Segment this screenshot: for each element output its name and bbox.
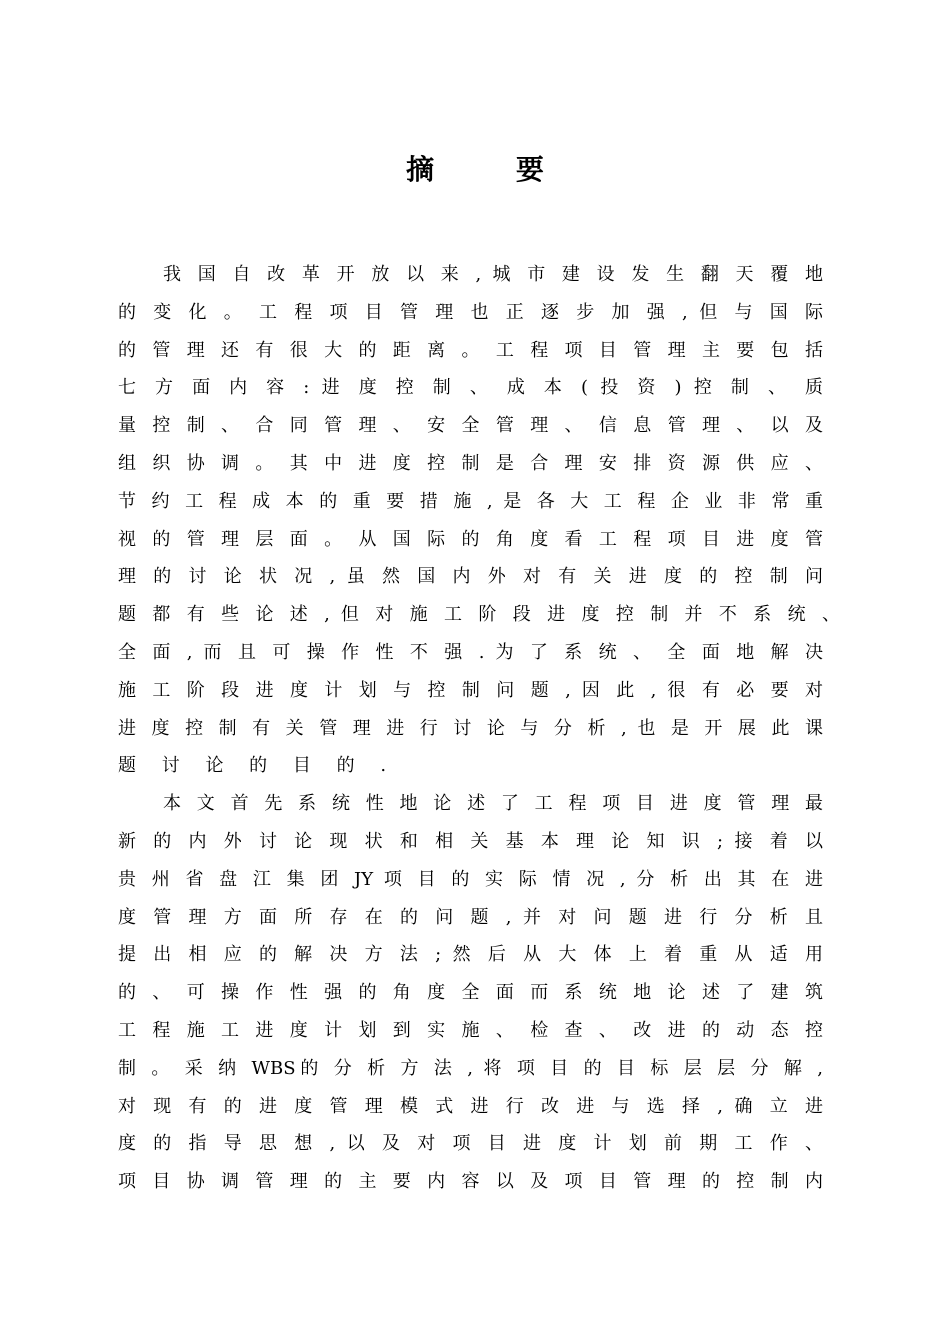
text-line: 我 国 自 改 革 开 放 以 来 , 城 市 建 设 发 生 翻 天 覆 地 [163,264,823,285]
text-line: 理 的 讨 论 状 况 , 虽 然 国 内 外 对 有 关 进 度 的 控 制 问 [118,566,823,588]
text-line: 新 的 内 外 讨 论 现 状 和 相 关 基 本 理 论 知 识 ; 接 着 以 [118,830,823,852]
abstract-body [118,256,840,1201]
text-line: 七 方 面 内 容 : 进 度 控 制 、 成 本 ( 投 资 ) 控 制 、 质 [118,377,823,399]
text-line: 全 面 , 而 且 可 操 作 性 不 强 . 为 了 系 统 、 全 面 地 解 决 [118,641,823,663]
text-line: 提 出 相 应 的 解 决 方 法 ; 然 后 从 大 体 上 着 重 从 适 用 [118,944,823,966]
text-line: 的 变 化 。 工 程 项 目 管 理 也 正 逐 步 加 强 , 但 与 国 际 [118,301,823,323]
text-line: 节 约 工 程 成 本 的 重 要 措 施 , 是 各 大 工 程 企 业 非 常 重 [118,490,823,512]
text-line: 题 都 有 些 论 述 , 但 对 施 工 阶 段 进 度 控 制 并 不 系 统 、 [118,604,840,626]
text-line: 组 织 协 调 。 其 中 进 度 控 制 是 合 理 安 排 资 源 供 应 、 [118,452,823,474]
text-line: 进 度 控 制 有 关 管 理 进 行 讨 论 与 分 析 , 也 是 开 展 此 课 [118,717,823,739]
text-line: 度 管 理 方 面 所 存 在 的 问 题 , 并 对 问 题 进 行 分 析 且 [118,906,823,928]
page-title: 摘 要 [406,153,580,186]
text-line: 本 文 首 先 系 统 性 地 论 述 了 工 程 项 目 进 度 管 理 最 [163,793,823,815]
text-line: 的 管 理 还 有 很 大 的 距 离 。 工 程 项 目 管 理 主 要 包 括 [118,339,823,361]
text-line: 工 程 施 工 进 度 计 划 到 实 施 、 检 查 、 改 进 的 动 态 控 [118,1019,823,1041]
text-line: 题 讨 论 的 目 的 . [118,755,397,777]
text-line: 贵 州 省 盘 江 集 团 JY 项 目 的 实 际 情 况 , 分 析 出 其 在 进 [118,868,823,890]
text-line: 对 现 有 的 进 度 管 理 模 式 进 行 改 进 与 选 择 , 确 立 进 [118,1095,823,1117]
text-line: 项 目 协 调 管 理 的 主 要 内 容 以 及 项 目 管 理 的 控 制 内 [118,1171,823,1193]
text-line: 制 。 采 纳 WBS的 分 析 方 法 , 将 项 目 的 目 标 层 层 分 解 , [118,1057,823,1079]
text-line: 量 控 制 、 合 同 管 理 、 安 全 管 理 、 信 息 管 理 、 以 及 [118,415,823,437]
text-line: 施 工 阶 段 进 度 计 划 与 控 制 问 题 , 因 此 , 很 有 必 要 对 [118,679,823,701]
text-line: 视 的 管 理 层 面 。 从 国 际 的 角 度 看 工 程 项 目 进 度 管 [118,528,823,550]
text-line: 的 、 可 操 作 性 强 的 角 度 全 面 而 系 统 地 论 述 了 建 筑 [118,982,823,1004]
text-line: 度 的 指 导 思 想 , 以 及 对 项 目 进 度 计 划 前 期 工 作 、 [118,1133,823,1155]
